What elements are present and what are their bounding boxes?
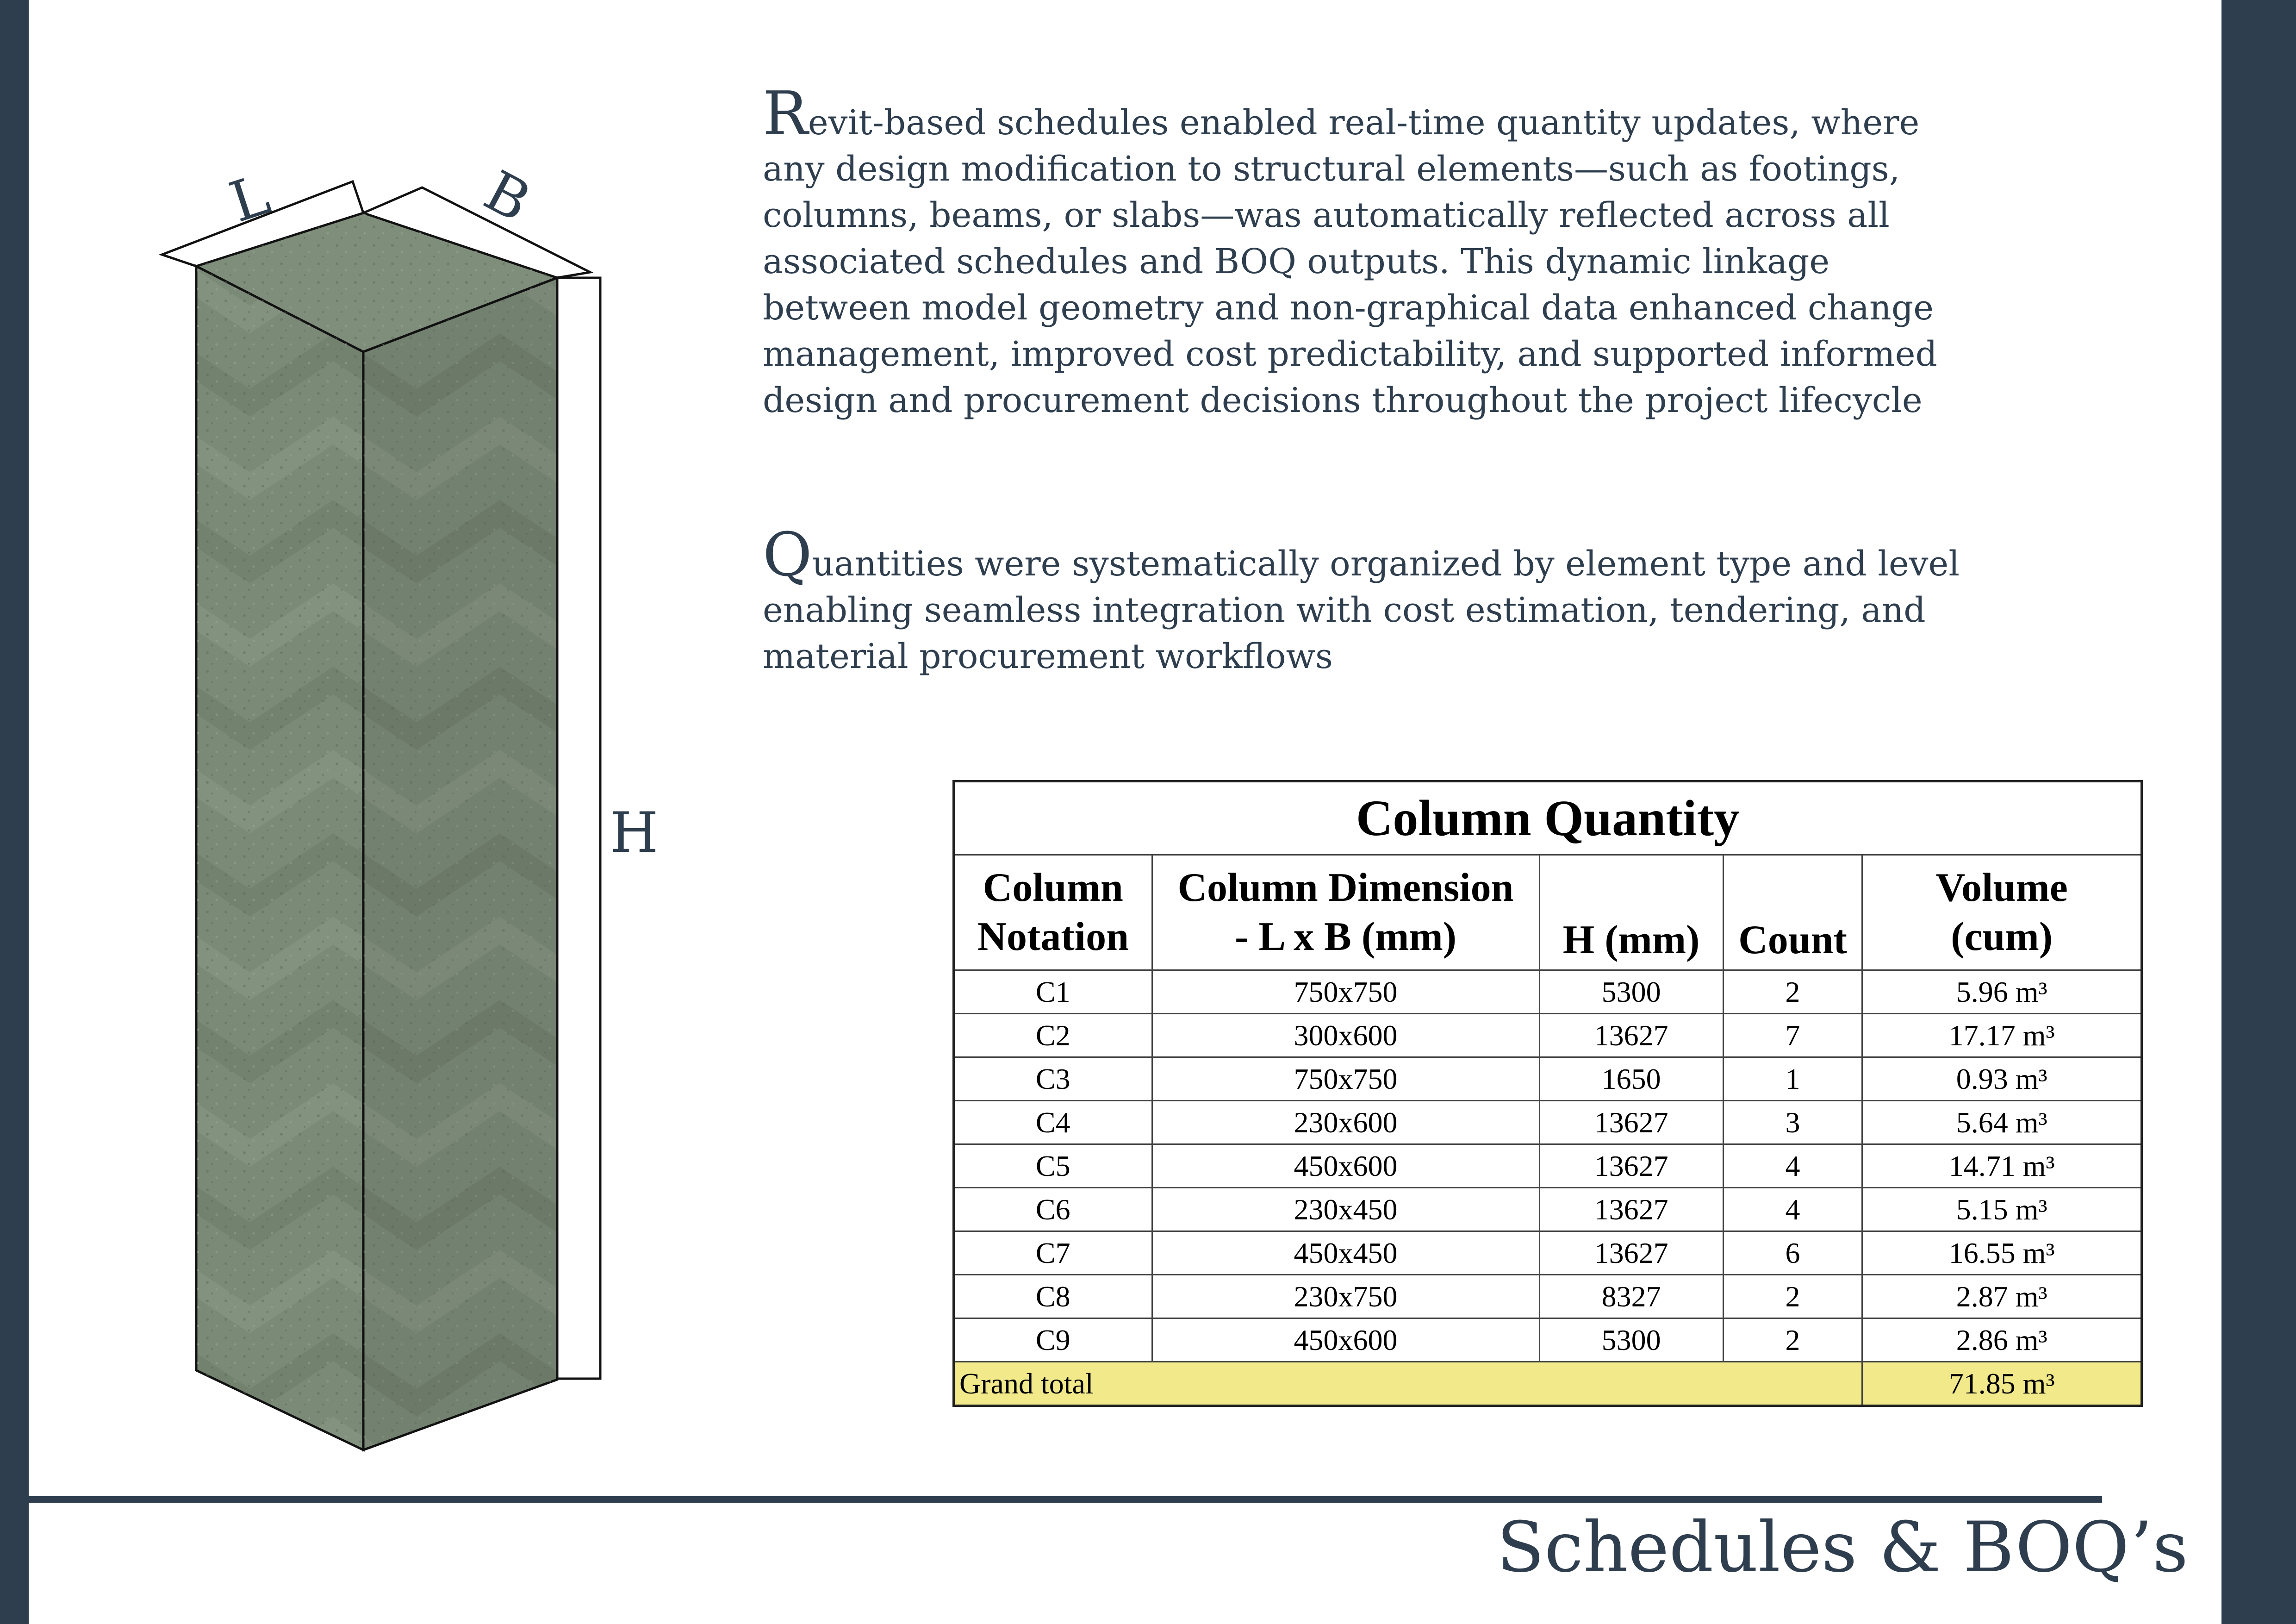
cell-volume: 5.96 m³ bbox=[1862, 970, 2142, 1014]
cell-dimension: 230x600 bbox=[1152, 1101, 1539, 1144]
dropcap-q: Q bbox=[763, 519, 812, 590]
quantities-text: uantities were systematically organized by element type and level enabling seamless integration with cost estimation, tendering, and material procurement workflows bbox=[763, 544, 1960, 676]
cell-height: 13627 bbox=[1539, 1231, 1723, 1275]
cell-count: 2 bbox=[1723, 970, 1862, 1014]
cell-notation: C9 bbox=[954, 1318, 1152, 1362]
label-b: B bbox=[474, 158, 541, 235]
cell-height: 13627 bbox=[1539, 1014, 1723, 1057]
dropcap-r: R bbox=[763, 78, 808, 149]
intro-paragraph bbox=[763, 78, 1975, 424]
grand-total-value: 71.85 m³ bbox=[1862, 1362, 2142, 1406]
header-count: Count bbox=[1723, 855, 1862, 970]
cell-volume: 0.93 m³ bbox=[1862, 1057, 2142, 1101]
cell-notation: C2 bbox=[954, 1014, 1152, 1057]
cell-volume: 2.87 m³ bbox=[1862, 1275, 2142, 1318]
cell-dimension: 450x600 bbox=[1152, 1318, 1539, 1362]
cell-volume: 14.71 m³ bbox=[1862, 1144, 2142, 1188]
cell-dimension: 450x450 bbox=[1152, 1231, 1539, 1275]
cell-count: 4 bbox=[1723, 1144, 1862, 1188]
label-l: L bbox=[222, 162, 278, 235]
cell-notation: C7 bbox=[954, 1231, 1152, 1275]
label-h: H bbox=[610, 801, 659, 865]
cell-count: 1 bbox=[1723, 1057, 1862, 1101]
table-row bbox=[954, 1014, 2142, 1057]
cell-dimension: 300x600 bbox=[1152, 1014, 1539, 1057]
intro-text: evit-based schedules enabled real-time quantity updates, where any design modification to structural elements—such as footings, columns, beams, or slabs—was automatically reflected across all associated schedules and BOQ outputs. This dynamic linkage between model geometry and non-graphical data enhanced change management, improved cost predictability, and supported informed design and procurement decisions throughout the project lifecycle bbox=[763, 103, 1937, 420]
table-row bbox=[954, 1188, 2142, 1231]
cell-height: 5300 bbox=[1539, 1318, 1723, 1362]
cell-count: 4 bbox=[1723, 1188, 1862, 1231]
cell-volume: 17.17 m³ bbox=[1862, 1014, 2142, 1057]
cell-count: 2 bbox=[1723, 1275, 1862, 1318]
cell-height: 13627 bbox=[1539, 1101, 1723, 1144]
cell-count: 6 bbox=[1723, 1231, 1862, 1275]
cell-volume: 2.86 m³ bbox=[1862, 1318, 2142, 1362]
cell-height: 1650 bbox=[1539, 1057, 1723, 1101]
cell-height: 5300 bbox=[1539, 970, 1723, 1014]
table-row bbox=[954, 970, 2142, 1014]
table-row bbox=[954, 1101, 2142, 1144]
page-title: Schedules & BOQ’s bbox=[1497, 1507, 2188, 1588]
cell-notation: C1 bbox=[954, 970, 1152, 1014]
cell-dimension: 450x600 bbox=[1152, 1144, 1539, 1188]
cell-count: 2 bbox=[1723, 1318, 1862, 1362]
cell-dimension: 230x450 bbox=[1152, 1188, 1539, 1231]
cell-notation: C5 bbox=[954, 1144, 1152, 1188]
cell-notation: C4 bbox=[954, 1101, 1152, 1144]
cell-count: 3 bbox=[1723, 1101, 1862, 1144]
cell-volume: 16.55 m³ bbox=[1862, 1231, 2142, 1275]
cell-notation: C8 bbox=[954, 1275, 1152, 1318]
column-quantity-table bbox=[952, 780, 2143, 1407]
cell-notation: C6 bbox=[954, 1188, 1152, 1231]
header-height: H (mm) bbox=[1539, 855, 1723, 970]
header-volume: Volume (cum) bbox=[1862, 855, 2142, 970]
cell-count: 7 bbox=[1723, 1014, 1862, 1057]
table-row bbox=[954, 1231, 2142, 1275]
table-row bbox=[954, 1318, 2142, 1362]
cell-dimension: 750x750 bbox=[1152, 1057, 1539, 1101]
cell-notation: C3 bbox=[954, 1057, 1152, 1101]
cell-dimension: 230x750 bbox=[1152, 1275, 1539, 1318]
table-title: Column Quantity bbox=[954, 781, 2142, 855]
cell-height: 13627 bbox=[1539, 1144, 1723, 1188]
cell-height: 8327 bbox=[1539, 1275, 1723, 1318]
table-row bbox=[954, 1057, 2142, 1101]
column-3d-figure bbox=[0, 0, 740, 1528]
grand-total-row bbox=[954, 1362, 2142, 1406]
cell-volume: 5.64 m³ bbox=[1862, 1101, 2142, 1144]
dimension-h-bracket bbox=[557, 278, 600, 1379]
header-dimension: Column Dimension - L x B (mm) bbox=[1152, 855, 1539, 970]
cell-dimension: 750x750 bbox=[1152, 970, 1539, 1014]
right-accent-bar bbox=[2221, 0, 2296, 1624]
column-quantity-schedule bbox=[952, 780, 2143, 1407]
table-row bbox=[954, 1275, 2142, 1318]
header-notation: Column Notation bbox=[954, 855, 1152, 970]
table-row bbox=[954, 1144, 2142, 1188]
cell-volume: 5.15 m³ bbox=[1862, 1188, 2142, 1231]
footer-divider bbox=[29, 1496, 2102, 1503]
grand-total-label: Grand total bbox=[954, 1362, 1862, 1406]
quantities-paragraph bbox=[763, 519, 1975, 680]
cell-height: 13627 bbox=[1539, 1188, 1723, 1231]
